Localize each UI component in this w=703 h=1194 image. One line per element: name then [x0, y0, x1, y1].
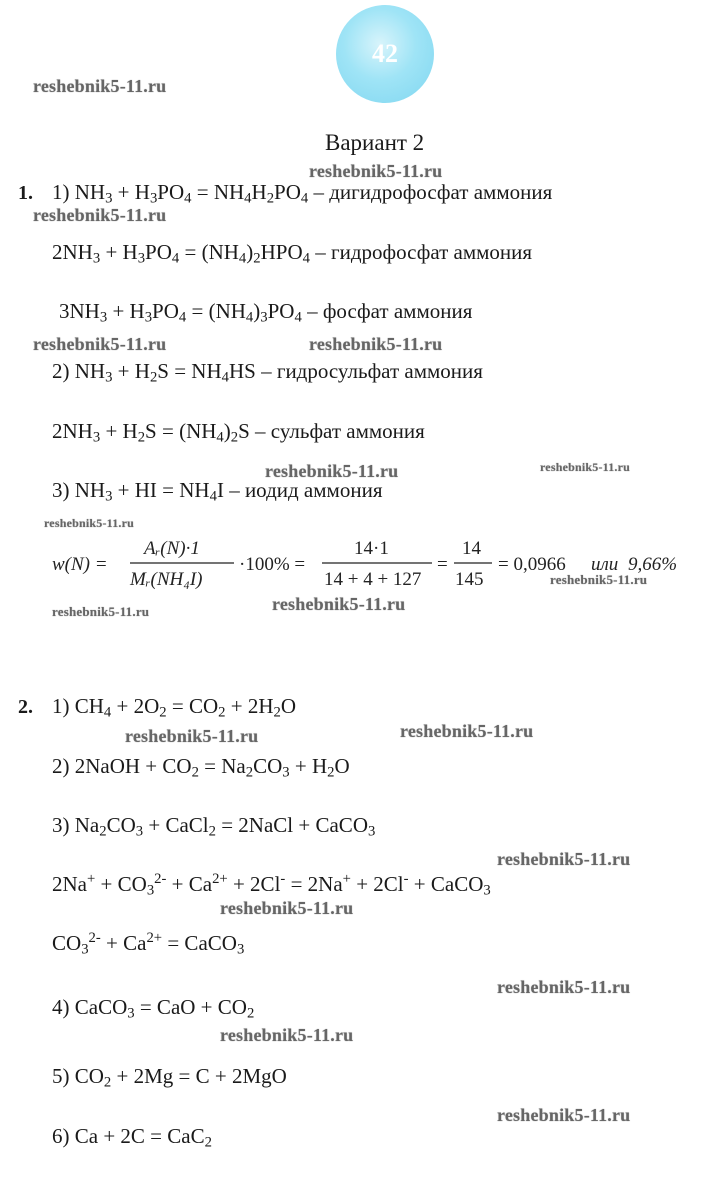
- watermark: reshebnik5-11.ru: [400, 721, 534, 741]
- fraction1-denominator: Mᵣ(NH₄I): [130, 569, 203, 590]
- watermark: reshebnik5-11.ru: [540, 460, 630, 474]
- equation-line: $2NH_3 + H_3PO_4 = (NH_4)_2HPO_4$ – гидрофосфат аммония: [52, 240, 533, 267]
- equation-line: $CO_3^{2-} + Ca^{2+}$ = CaCO$_3$: [52, 929, 245, 958]
- watermark: reshebnik5-11.ru: [309, 161, 443, 181]
- fraction3-numerator: 14: [462, 538, 481, 559]
- page-number-badge: [336, 5, 434, 103]
- variant-title: Вариант 2: [325, 130, 425, 155]
- watermark: reshebnik5-11.ru: [272, 594, 406, 614]
- watermark: reshebnik5-11.ru: [52, 604, 150, 619]
- equation-line: 3) $NH_3$ + HI = $NH_4I$ – иодид аммония: [52, 478, 383, 505]
- watermark: reshebnik5-11.ru: [550, 572, 648, 587]
- page-number: 42: [372, 39, 398, 68]
- watermark: reshebnik5-11.ru: [33, 205, 167, 225]
- equation-line: $2Na^+ + CO_3^{2-} + Ca^{2+} + 2Cl^- = 2Na^+ + 2Cl^-$ + CaCO$_3$: [52, 870, 491, 899]
- formula-lhs: w(N) =: [52, 554, 108, 575]
- task-number: 2.: [18, 696, 33, 718]
- equation-line: 4) CaCO$_3$ = CaO + $CO_2$: [52, 995, 255, 1022]
- watermark: reshebnik5-11.ru: [220, 1025, 354, 1045]
- watermark: reshebnik5-11.ru: [497, 1105, 631, 1125]
- equation-line: $2NH_3 + H_2S = (NH_4)_2S$ – сульфат аммония: [52, 419, 425, 446]
- watermark: reshebnik5-11.ru: [44, 516, 134, 530]
- watermark: reshebnik5-11.ru: [265, 461, 399, 481]
- watermark: reshebnik5-11.ru: [497, 849, 631, 869]
- formula-or: или: [591, 554, 619, 575]
- formula-result: = 0,0966: [498, 554, 566, 575]
- equation-line: 1) $NH_3 + H_3PO_4 = NH_4H_2PO_4$ – дигидрофосфат аммония: [52, 180, 553, 207]
- equation-line: 3) $Na_2CO_3$ + CaCl$_2$ = 2NaCl + CaCO$_3$: [52, 813, 376, 840]
- equation-line: 2) 2NaOH + $CO_2 = Na_2CO_3 + H_2O$: [52, 754, 350, 781]
- equation-line: 6) Ca + 2C = CaC$_2$: [52, 1124, 212, 1151]
- fraction1-numerator: Aᵣ(N)·1: [144, 538, 200, 559]
- svg-text:=: =: [437, 554, 448, 575]
- watermark: reshebnik5-11.ru: [33, 76, 167, 96]
- fraction2-numerator: 14·1: [354, 538, 389, 559]
- formula-times: ·100% =: [239, 554, 306, 575]
- watermark: reshebnik5-11.ru: [220, 898, 354, 918]
- watermark: reshebnik5-11.ru: [33, 334, 167, 354]
- equation-line: 1) $CH_4 + 2O_2 = CO_2 + 2H_2O$: [52, 694, 297, 721]
- equation-line: 5) $CO_2 + 2Mg = C + 2MgO$: [52, 1064, 287, 1091]
- equation-line: 2) $NH_3 + H_2S = NH_4HS$ – гидросульфат аммония: [52, 359, 483, 386]
- equation-line: $3NH_3 + H_3PO_4 = (NH_4)_3PO_4$ – фосфат аммония: [59, 299, 473, 326]
- formula-percent: 9,66%: [628, 554, 678, 575]
- task-number: 1.: [18, 182, 33, 204]
- fraction3-denominator: 145: [455, 569, 484, 590]
- watermark: reshebnik5-11.ru: [309, 334, 443, 354]
- mass-fraction-formula: [52, 530, 697, 600]
- fraction2-denominator: 14 + 4 + 127: [324, 569, 422, 590]
- watermark: reshebnik5-11.ru: [125, 726, 259, 746]
- watermark: reshebnik5-11.ru: [497, 977, 631, 997]
